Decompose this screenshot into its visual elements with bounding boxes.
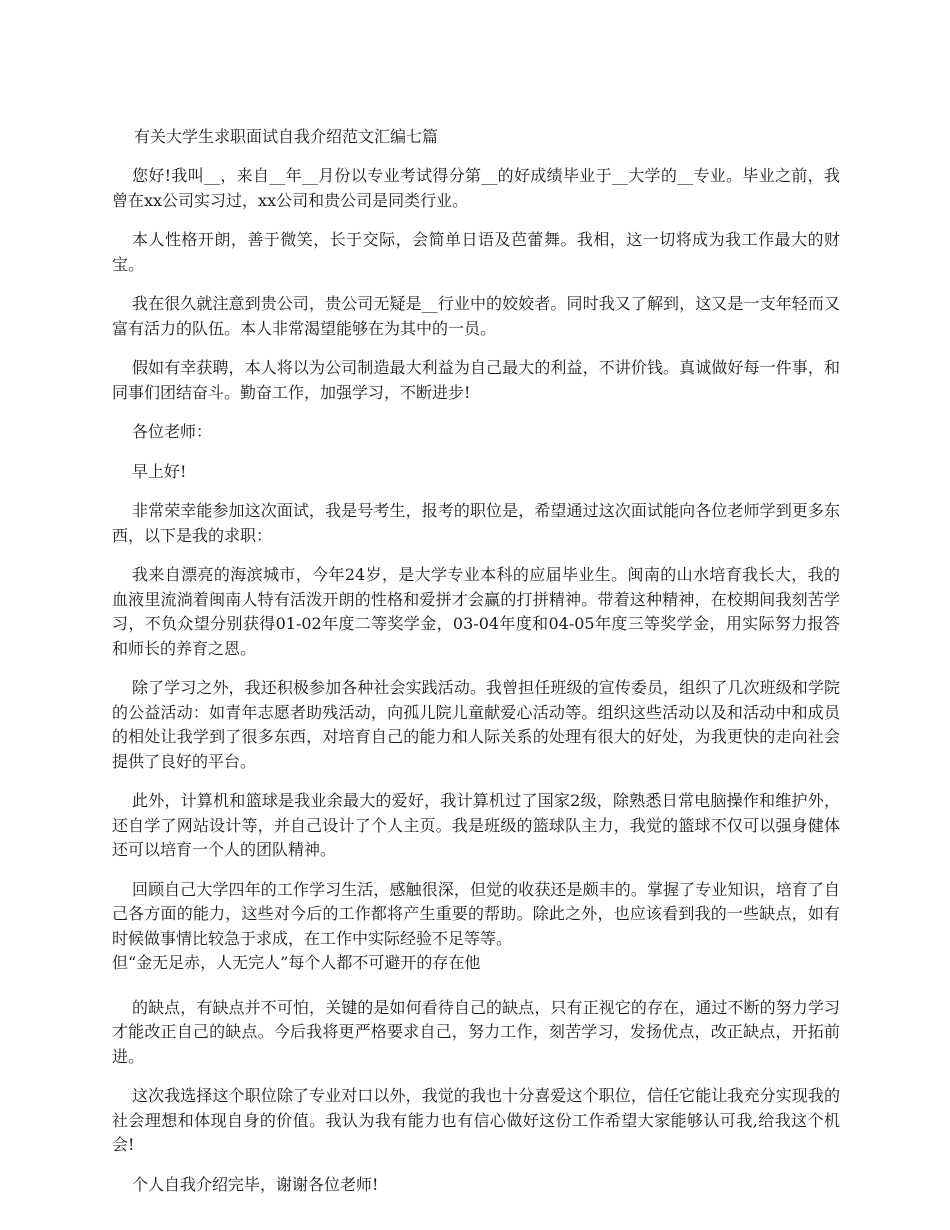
paragraph-background: 我来自漂亮的海滨城市，今年24岁，是大学专业本科的应届毕业生。闽南的山水培育我长大，我的血液里流淌着闽南人特有活泼开朗的性格和爱拼才会赢的打拼精神。带着这种精神，在校期间我刻苦学习，不负众望分别获得01-02年度二等奖学金，03-04年度和04-05年度三等奖学金，用实际努力报答和师长的养育之恩。	[112, 565, 840, 658]
paragraph-greeting: 早上好!	[132, 461, 187, 481]
paragraph-review-quote: 但“金无足赤，人无完人”每个人都不可避开的存在他	[112, 953, 481, 972]
paragraph-salutation: 各位老师：	[132, 422, 213, 441]
paragraph-personality: 本人性格开朗，善于微笑，长于交际，会简单日语及芭蕾舞。我相，这一切将成为我工作最大的财宝。	[112, 230, 840, 274]
paragraph-motivation: 这次我选择这个职位除了专业对口以外，我觉的我也十分喜爱这个职位，信任它能让我充分实现我的社会理想和体现自身的价值。我认为我有能力也有信心做好这份工作希望大家能够认可我,给我这个机会!	[112, 1086, 840, 1154]
paragraph-intro: 您好!我叫__，来自__年__月份以专业考试得分第__的好成绩毕业于__大学的__专业。毕业之前，我曾在xx公司实习过，xx公司和贵公司是同类行业。	[112, 166, 840, 210]
paragraph-shortcomings: 的缺点，有缺点并不可怕，关键的是如何看待自己的缺点，只有正视它的存在，通过不断的努力学习才能改正自己的缺点。今后我将更严格要求自己，努力工作，刻苦学习，发扬优点，改正缺点，开拓前进。	[112, 997, 840, 1066]
document-page	[112, 124, 840, 1212]
paragraph-opening: 非常荣幸能参加这次面试，我是号考生，报考的职位是，希望通过这次面试能向各位老师学到更多东西，以下是我的求职：	[112, 501, 840, 545]
document-title: 有关大学生求职面试自我介绍范文汇编七篇	[134, 127, 439, 146]
paragraph-company: 我在很久就注意到贵公司，贵公司无疑是__行业中的姣姣者。同时我又了解到，这又是一支年轻而又富有活力的队伍。本人非常渴望能够在为其中的一员。	[112, 294, 840, 338]
paragraph-closing: 个人自我介绍完毕，谢谢各位老师!	[132, 1174, 379, 1194]
paragraph-review: 回顾自己大学四年的工作学习生活，感触很深，但觉的收获还是颇丰的。掌握了专业知识，培育了自己各方面的能力，这些对今后的工作都将产生重要的帮助。除此之外，也应该看到我的一些缺点，如有时候做事情比较急于求成，在工作中实际经验不足等等。	[112, 879, 840, 948]
paragraph-gap	[112, 976, 840, 996]
paragraph-activities: 除了学习之外，我还积极参加各种社会实践活动。我曾担任班级的宣传委员，组织了几次班级和学院的公益活动：如青年志愿者助残活动，向孤儿院儿童献爱心活动等。组织这些活动以及和活动中和成员的相处让我学到了很多东西，对培育自己的能力和人际关系的处理有很大的好处，为我更快的走向社会提供了良好的平台。	[112, 678, 840, 771]
paragraph-commitment: 假如有幸获聘，本人将以为公司制造最大利益为自己最大的利益，不讲价钱。真诚做好每一件事，和同事们团结奋斗。勤奋工作，加强学习，不断进步!	[112, 358, 840, 402]
paragraph-hobbies: 此外，计算机和篮球是我业余最大的爱好，我计算机过了国家2级，除熟悉日常电脑操作和维护外，还自学了网站设计等，并自己设计了个人主页。我是班级的篮球队主力，我觉的篮球不仅可以强身健体还可以培育一个人的团队精神。	[112, 791, 840, 859]
